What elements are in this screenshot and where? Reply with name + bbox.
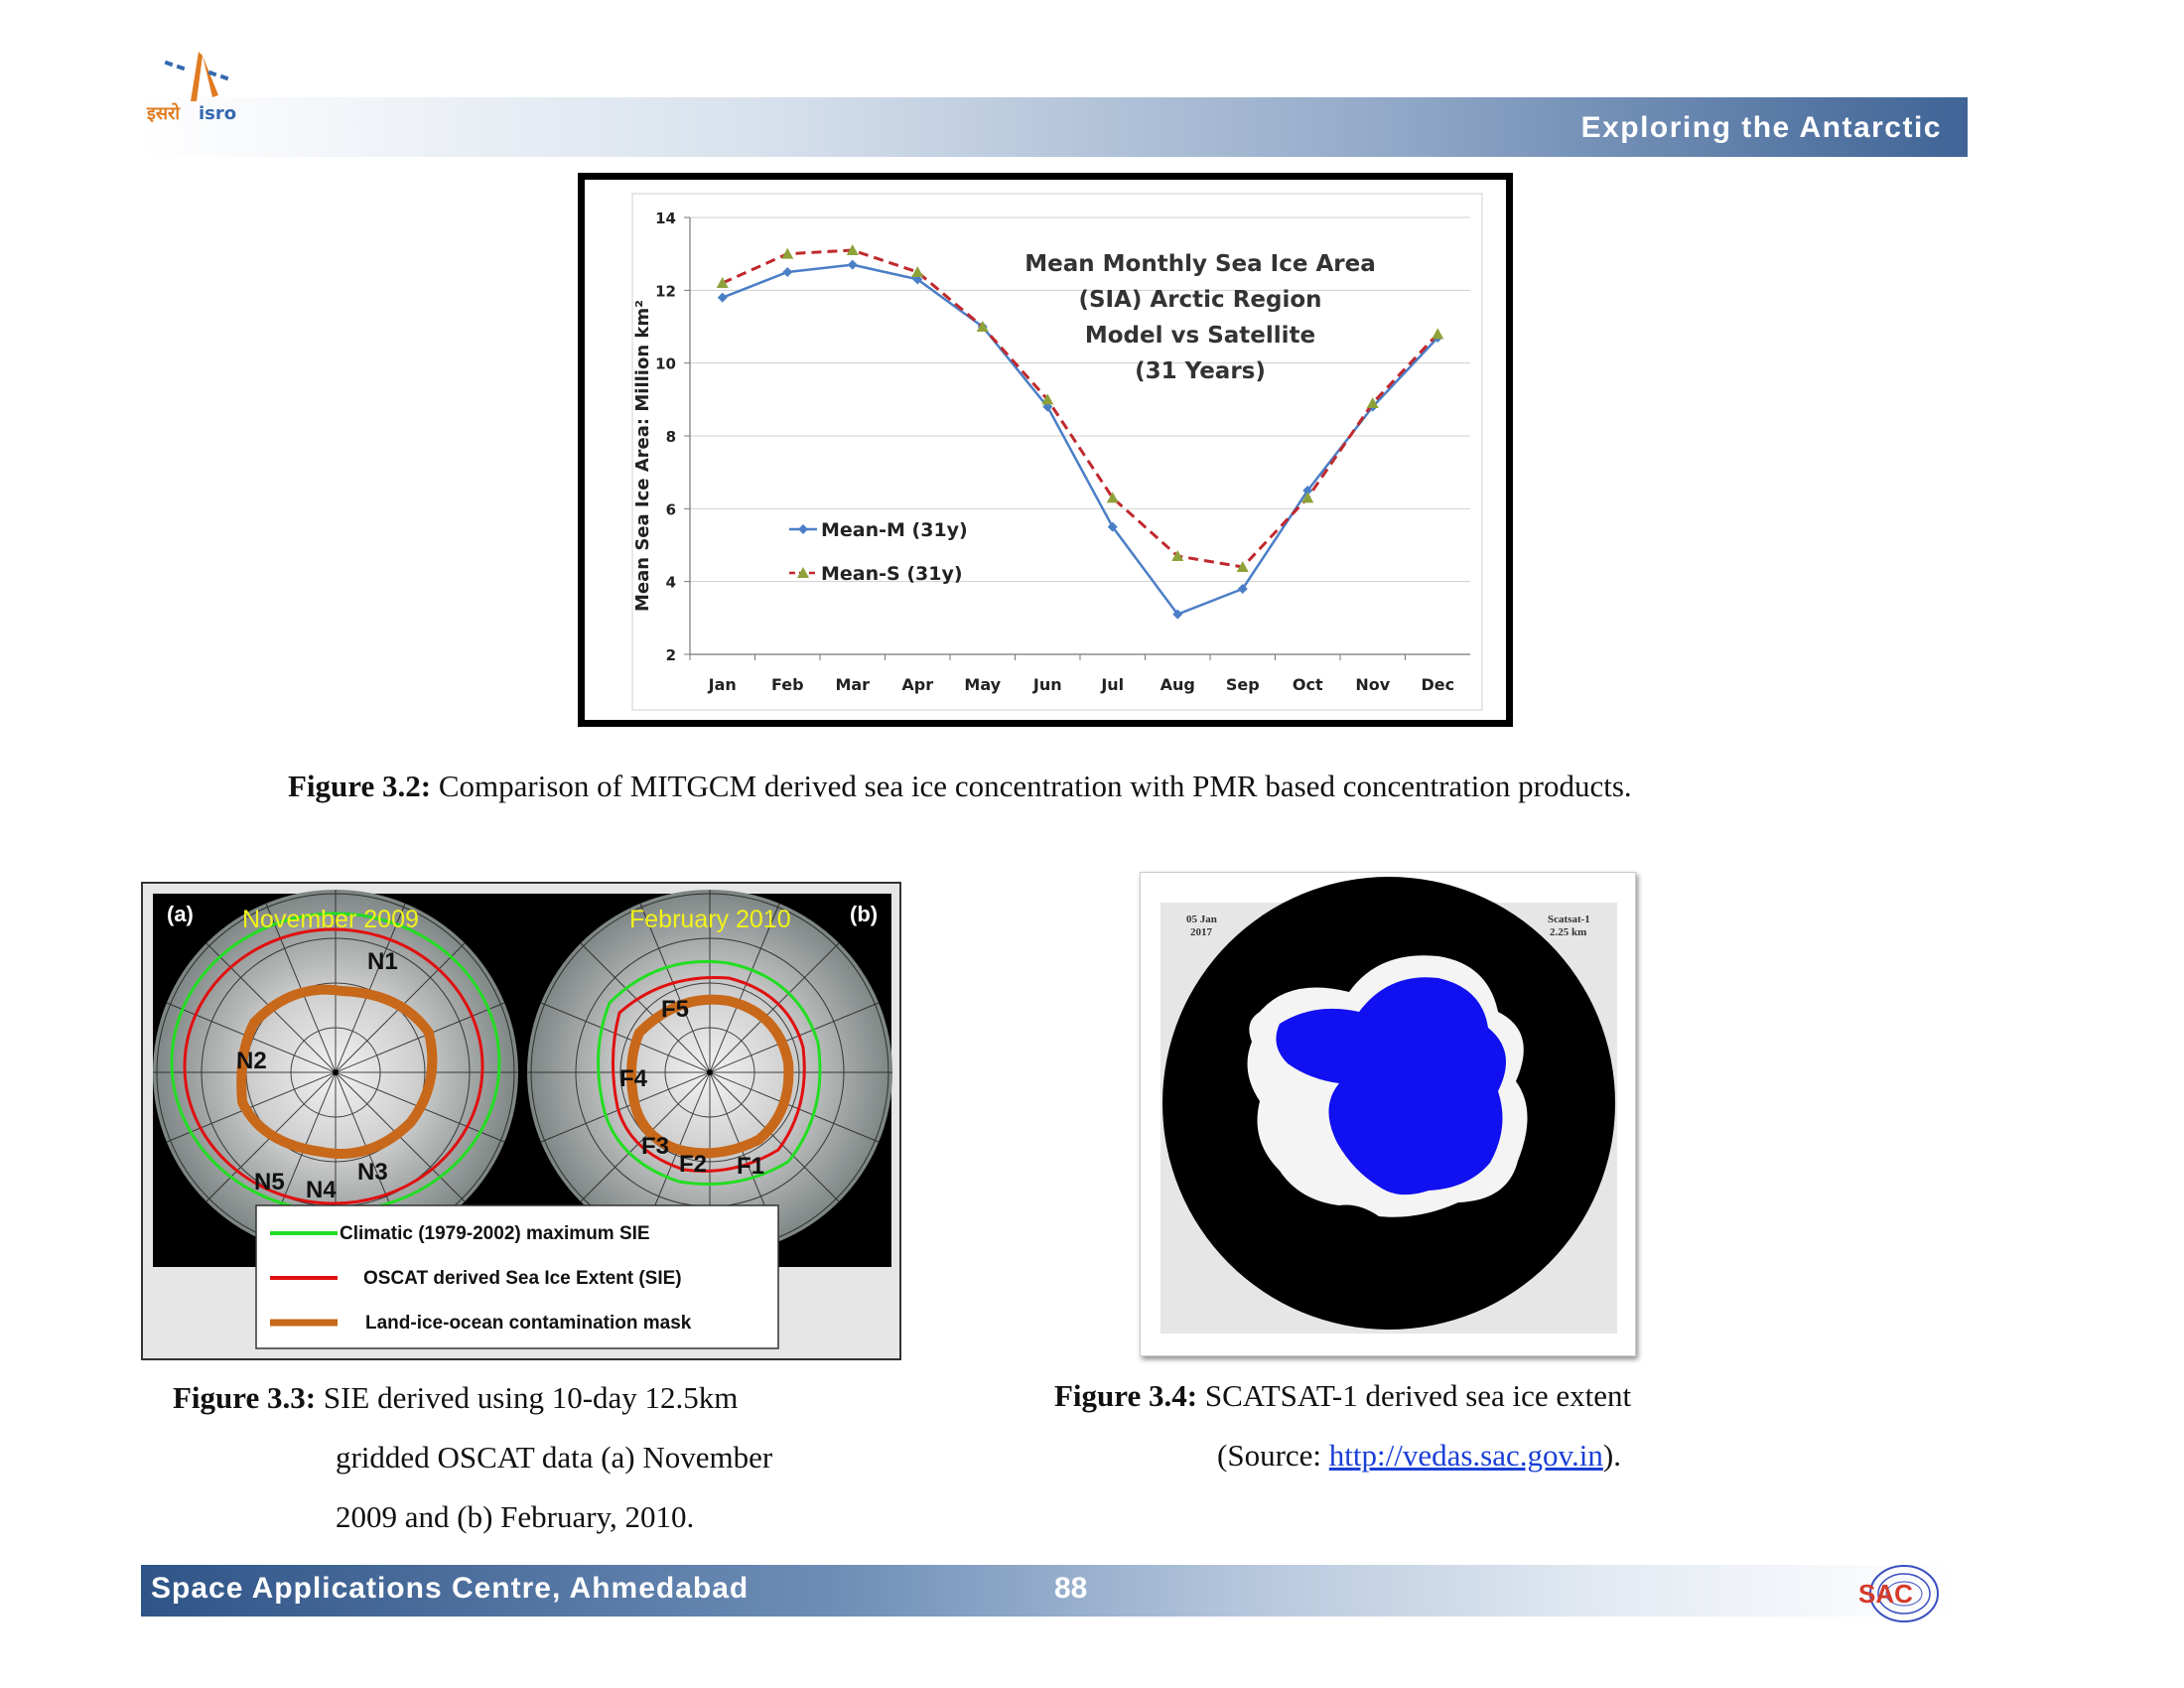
x-tick-label: Sep: [1225, 675, 1260, 694]
x-tick-label: Apr: [901, 675, 934, 694]
figure-3-4-image: [1140, 872, 1636, 1356]
region-label-n2: N2: [236, 1048, 267, 1074]
figure-3-4-caption-source-suffix: ).: [1602, 1438, 1621, 1473]
header-title: Exploring the Antarctic: [1580, 111, 1942, 144]
region-label-n1: N1: [367, 948, 398, 975]
figure-3-3-caption-label: Figure 3.3:: [173, 1380, 317, 1415]
header-band: [141, 97, 1968, 157]
region-label-f5: F5: [661, 996, 690, 1023]
scatsat-sea-ice-map: [1141, 873, 1635, 1355]
source-link[interactable]: http://vedas.sac.gov.in: [1328, 1438, 1603, 1473]
y-tick-label: 14: [655, 210, 676, 227]
figure-3-2-chart: [578, 173, 1513, 727]
y-tick-label: 8: [665, 428, 676, 446]
oscat-sie-maps: [143, 884, 899, 1358]
figure-3-3-image: [141, 882, 901, 1360]
figure-3-3-caption-line2: gridded OSCAT data (a) November: [336, 1440, 773, 1475]
x-tick-label: Oct: [1292, 675, 1323, 694]
isro-logo-text: isro: [199, 103, 237, 124]
figure-3-3-caption-line1: SIE derived using 10-day 12.5km: [316, 1380, 739, 1415]
map-sensor-label-line1: Scatsat-1: [1548, 914, 1590, 925]
panel-b-label: (b): [850, 902, 879, 926]
region-label-n3: N3: [357, 1159, 388, 1186]
page-number: 88: [1054, 1572, 1088, 1605]
x-tick-label: Jun: [1032, 675, 1062, 694]
x-tick-label: Dec: [1421, 675, 1455, 694]
chart-title-line: (31 Years): [1135, 358, 1266, 384]
x-tick-label: Nov: [1355, 675, 1391, 694]
figure-3-3-caption-line3: 2009 and (b) February, 2010.: [336, 1499, 695, 1534]
x-tick-label: Aug: [1160, 675, 1195, 694]
region-label-f4: F4: [619, 1065, 648, 1092]
y-tick-label: 6: [665, 500, 676, 519]
panel-a-label: (a): [167, 902, 194, 926]
x-tick-label: Jan: [708, 675, 737, 694]
map-date-label-line2: 2017: [1190, 926, 1212, 938]
region-label-f3: F3: [641, 1133, 670, 1160]
region-label-f2: F2: [679, 1151, 708, 1178]
chart-title-line: Mean Monthly Sea Ice Area: [1024, 251, 1376, 277]
x-tick-label: Mar: [835, 675, 871, 694]
region-label-f1: F1: [737, 1153, 765, 1180]
y-tick-label: 12: [655, 282, 676, 301]
isro-logo: [139, 44, 248, 133]
legend-item-climatic: Climatic (1979-2002) maximum SIE: [340, 1223, 650, 1244]
footer-organization: Space Applications Centre, Ahmedabad: [151, 1572, 750, 1605]
figure-3-2-caption: [288, 757, 1632, 816]
y-tick-label: 4: [665, 573, 676, 592]
chart-y-axis-label: Mean Sea Ice Area: Million km²: [632, 299, 653, 613]
map-date-label-line1: 05 Jan: [1186, 914, 1217, 925]
figure-3-4-caption-line1: SCATSAT-1 derived sea ice extent: [1197, 1378, 1632, 1413]
figure-3-2-caption-label: Figure 3.2:: [288, 769, 432, 803]
legend-label: Mean-M (31y): [821, 519, 968, 541]
sea-ice-area-chart: [585, 180, 1506, 720]
figure-3-4-caption-label: Figure 3.4:: [1054, 1378, 1198, 1413]
sac-logo-text: SAC: [1858, 1579, 1913, 1609]
chart-title-line: (SIA) Arctic Region: [1078, 287, 1322, 313]
x-tick-label: Jul: [1101, 675, 1125, 694]
footer-band: [141, 1565, 1954, 1617]
figure-3-4-caption-source-prefix: (Source:: [1217, 1438, 1329, 1473]
figure-3-3-legend: [256, 1205, 778, 1348]
map-february-2010: [527, 890, 892, 1255]
figure-3-4-caption: [1054, 1366, 1848, 1485]
map-sensor-label-line2: 2.25 km: [1550, 926, 1587, 938]
x-tick-label: May: [964, 675, 1002, 694]
legend-item-mask: Land-ice-ocean contamination mask: [365, 1313, 692, 1334]
y-tick-label: 2: [665, 646, 676, 664]
figure-3-2-caption-text: Comparison of MITGCM derived sea ice concentration with PMR based concentration products.: [431, 769, 1632, 803]
panel-a-date: November 2009: [242, 906, 419, 933]
legend-label: Mean-S (31y): [821, 563, 963, 585]
svg-text:इसरो: इसरो: [147, 103, 181, 124]
y-tick-label: 10: [655, 354, 676, 373]
legend-item-oscat: OSCAT derived Sea Ice Extent (SIE): [363, 1268, 682, 1289]
panel-b-date: February 2010: [629, 906, 791, 933]
figure-3-3-caption: [173, 1368, 927, 1547]
sac-logo: [1846, 1563, 1966, 1624]
x-tick-label: Feb: [770, 675, 804, 694]
chart-title-line: Model vs Satellite: [1084, 323, 1316, 349]
region-label-n4: N4: [306, 1177, 337, 1203]
region-label-n5: N5: [254, 1169, 285, 1196]
